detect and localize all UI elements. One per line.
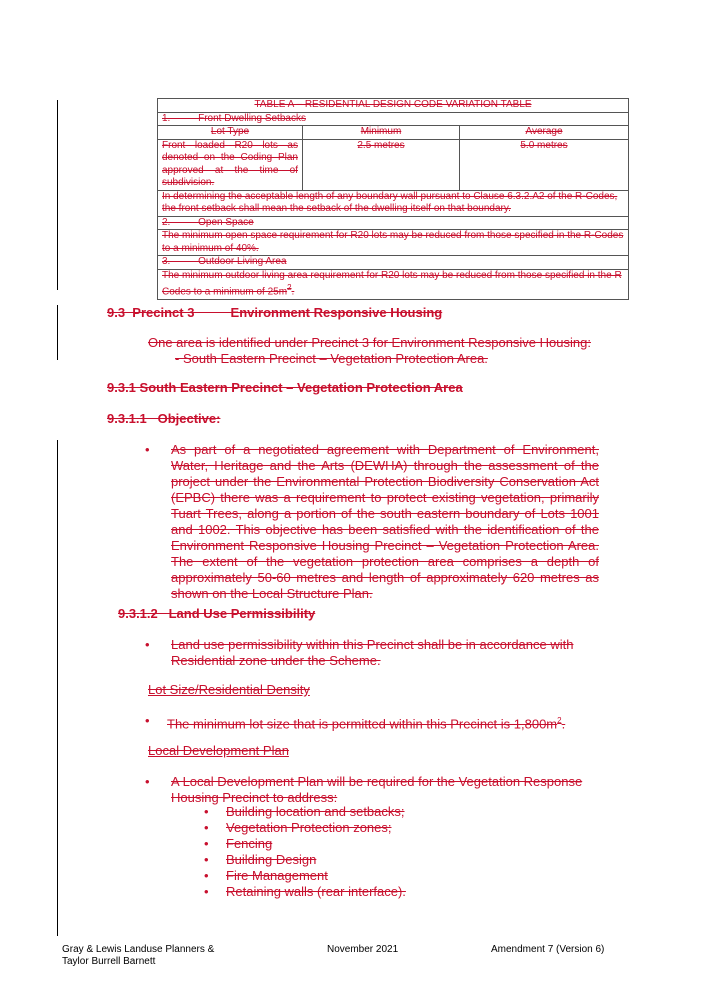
lot-size-heading: Lot Size/Residential Density (148, 682, 310, 697)
section-heading-9-3-1: 9.3.1 South Eastern Precinct – Vegetation Protection Area (107, 380, 463, 395)
footer-author-line2: Taylor Burrell Barnett (62, 956, 156, 967)
bullet-icon: • (204, 820, 209, 835)
superscript: 2 (287, 283, 292, 292)
list-item-text: Building location and setbacks; (226, 804, 405, 819)
list-item (204, 868, 526, 884)
table-cell-minimum: 2.5 metres (303, 139, 460, 190)
ldp-text: A Local Development Plan will be required for the Vegetation Response Housing Precinct to address: (171, 774, 583, 805)
lot-size-bullet (145, 713, 607, 732)
superscript: 2 (557, 716, 562, 725)
bullet-icon: • (145, 442, 150, 457)
land-use-text: Land use permissibility within this Precinct shall be in accordance with Residential zone under the Scheme. (171, 637, 574, 668)
list-item-text: Retaining walls (rear interface). (226, 884, 406, 899)
section-heading-9-3: 9.3 Precinct 3 Environment Responsive Housing (107, 305, 443, 320)
footer-version: Amendment 7 (Version 6) (491, 944, 605, 955)
precinct-intro: One area is identified under Precinct 3 for Environment Responsive Housing: (148, 335, 591, 350)
bullet-icon: • (145, 713, 150, 728)
table-section-heading: 3. Outdoor Living Area (158, 256, 629, 270)
footer-date: November 2021 (327, 944, 399, 955)
footer-author-line1: Gray & Lewis Landuse Planners & (62, 944, 215, 955)
objective-bullet (145, 442, 599, 602)
list-item (204, 852, 526, 868)
table-section-heading: 1. Front Dwelling Setbacks (158, 112, 629, 126)
table-header-cell: Average (460, 126, 629, 140)
bullet-icon: • (204, 884, 209, 899)
punctuation: . (291, 286, 295, 298)
variation-table (157, 98, 629, 300)
list-item (204, 836, 526, 852)
revision-bar (57, 440, 58, 936)
section-heading-9-3-1-2: 9.3.1.2 Land Use Permissibility (118, 606, 316, 621)
list-item-text: Fencing (226, 836, 273, 851)
bullet-icon: • (204, 852, 209, 867)
table-section-text (158, 269, 629, 299)
list-item-text: Vegetation Protection zones; (226, 820, 392, 835)
revision-bar (57, 305, 58, 360)
table-section-text-body: The minimum outdoor living area requirement for R20 lots may be reduced from those specified in the R Codes to a minimum of 25m (162, 269, 622, 298)
table-section-heading: 2. Open Space (158, 216, 629, 230)
bullet-icon: • (204, 868, 209, 883)
ldp-bullet (145, 774, 599, 806)
bullet-icon: • (145, 774, 150, 789)
ldp-sub-list (204, 804, 526, 900)
table-title: TABLE A – RESIDENTIAL DESIGN CODE VARIATION TABLE (158, 99, 629, 113)
table-header-cell: Minimum (303, 126, 460, 140)
ldp-heading: Local Development Plan (148, 743, 289, 758)
list-item-text: Building Design (226, 852, 317, 867)
footer-left (62, 944, 214, 968)
list-item-text: Fire Management (226, 868, 328, 883)
table-cell-lot-type: Front loaded R20 lots as denoted on the Coding Plan approved at the time of subdivision. (158, 139, 303, 190)
bullet-icon: • (204, 804, 209, 819)
revision-bar (57, 100, 58, 290)
precinct-intro-item: - South Eastern Precinct – Vegetation Protection Area. (175, 351, 488, 366)
list-item (204, 804, 526, 820)
table-cell-average: 5.0 metres (460, 139, 629, 190)
bullet-icon: • (204, 836, 209, 851)
section-heading-9-3-1-1: 9.3.1.1 Objective: (107, 411, 221, 426)
list-item (204, 820, 526, 836)
punctuation: . (561, 716, 566, 732)
objective-text: As part of a negotiated agreement with Department of Environment, Water, Heritage and the Arts (DEWHA) through the assessment of the project under the Environmental Protection Biodiversity Conservation Act (EPBC) there was a requirement to protect existing vegetation, primarily Tuart Trees, along a portion of the south eastern boundary of Lots 1001 and 1002. This objective has been satisfied with the identification of the Environment Responsive Housing Precinct – Vegetation Protection Area. The extent of the vegetation protection area comprises a depth of approximately 50-60 metres and length of approximately 620 metres as shown on the Local Structure Plan. (171, 442, 599, 601)
bullet-icon: • (145, 637, 150, 652)
lot-size-text: The minimum lot size that is permitted within this Precinct is 1,800m (167, 716, 558, 732)
table-note: In determining the acceptable length of any boundary wall pursuant to Clause 6.3.2.A2 of the R-Codes, the front setback shall mean the setback of the dwelling itself on that boundary. (158, 190, 629, 216)
land-use-bullet (145, 637, 599, 669)
list-item (204, 884, 526, 900)
table-header-cell: Lot Type (158, 126, 303, 140)
table-section-text: The minimum open space requirement for R20 lots may be reduced from those specified in the R-Codes to a minimum of 40%. (158, 230, 629, 256)
